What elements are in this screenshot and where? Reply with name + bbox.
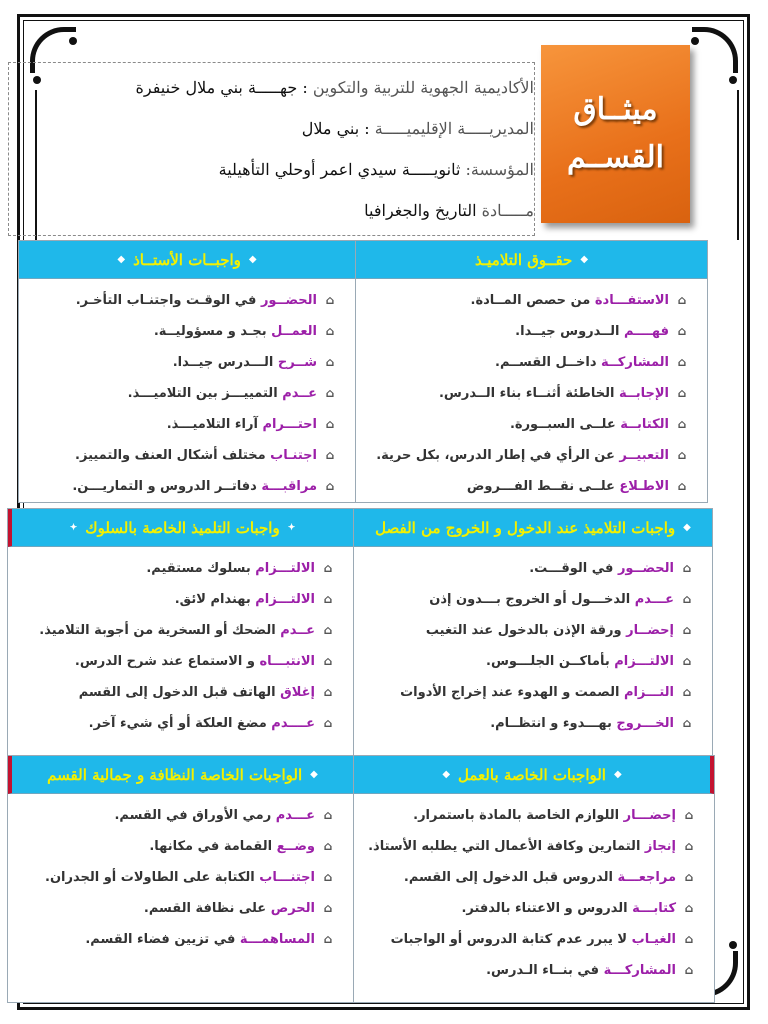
list-item — [471, 289, 690, 311]
school-building-icon: ⌂ — [684, 963, 694, 977]
school-building-icon: ⌂ — [325, 448, 335, 462]
school-building-icon: ⌂ — [325, 479, 335, 493]
item-keyword: الالتـــزام — [255, 591, 315, 607]
school-building-icon: ⌂ — [677, 293, 687, 307]
item-keyword: عــدم — [282, 385, 317, 401]
school-building-icon: ⌂ — [677, 386, 687, 400]
item-text — [510, 417, 669, 432]
item-text — [79, 685, 315, 700]
list-item — [75, 444, 337, 466]
item-description: دفاتــر الدروس و التماريـــن. — [72, 478, 262, 494]
list-item — [461, 897, 696, 919]
list-item — [404, 866, 696, 888]
header-academy: الأكاديمية الجهوية للتربية والتكوين : جهـــــة بني ملال خنيفرة — [135, 78, 534, 97]
diamond-icon: ◆ — [683, 522, 691, 533]
list-item — [486, 959, 696, 981]
item-description: الضحك أو السخرية من أجوبة التلاميذ. — [39, 622, 281, 638]
item-description: آراء التلاميـــذ. — [166, 416, 263, 432]
item-text — [486, 963, 676, 978]
item-description: بهـــدوء و انتظــام. — [490, 715, 617, 731]
item-text — [144, 901, 315, 916]
item-description: الهاتف قبل الدخول إلى القسم — [78, 684, 281, 700]
school-building-icon: ⌂ — [684, 932, 694, 946]
diamond-icon: ◆ — [248, 254, 257, 265]
item-description: التمارين وكافة الأعمال التي يطلبه الأستاذ. — [368, 838, 645, 854]
list-item — [426, 619, 694, 641]
item-keyword: إغلاق — [280, 684, 315, 700]
item-text — [439, 386, 669, 401]
item-keyword: الكتابــة — [620, 416, 669, 432]
school-building-icon: ⌂ — [684, 870, 694, 884]
item-text — [376, 448, 669, 463]
item-description: الدروس و الاعتناء بالدفتر. — [461, 900, 633, 916]
list-item — [72, 475, 337, 497]
item-keyword: الحضــور — [260, 292, 317, 308]
section-teacher-duties — [18, 240, 356, 503]
item-text — [149, 839, 315, 854]
list-item — [128, 382, 337, 404]
item-keyword: المساهمـــة — [239, 931, 315, 947]
school-building-icon: ⌂ — [323, 901, 333, 915]
section-title: ◆ الواجبات الخاصة النظافة و جمالية القسم — [8, 756, 353, 794]
item-description: اللوازم الخاصة بالمادة باستمرار. — [413, 807, 624, 823]
item-text — [114, 808, 315, 823]
item-text — [515, 324, 669, 339]
school-building-icon: ⌂ — [325, 355, 335, 369]
school-building-icon: ⌂ — [323, 932, 333, 946]
section-title: ◆ حقــوق التلاميـذ — [356, 241, 707, 279]
item-text — [391, 932, 676, 947]
item-text — [467, 479, 669, 494]
section-title: ✦ واجبات التلميذ الخاصة بالسلوك ✦ — [8, 509, 353, 547]
item-text — [495, 355, 669, 370]
item-keyword: الخـــروج — [616, 715, 674, 731]
item-text — [429, 592, 674, 607]
section-behavior-duties — [7, 508, 354, 758]
item-description: في الوقـت واجتنـاب التأخـر. — [75, 292, 261, 308]
header-directorate: المديريـــــة الإقليميـــــة : بني ملال — [301, 119, 534, 138]
item-description: بسلوك مستقيم. — [146, 560, 256, 576]
list-item — [175, 588, 335, 610]
item-description: في بنــاء الـدرس. — [486, 962, 604, 978]
school-building-icon: ⌂ — [682, 716, 692, 730]
item-description: الــدروس جيــدا. — [515, 323, 624, 339]
school-building-icon: ⌂ — [682, 623, 692, 637]
item-keyword: إنجاز — [644, 838, 676, 854]
school-building-icon: ⌂ — [323, 685, 333, 699]
item-text — [39, 623, 315, 638]
list-item — [467, 475, 689, 497]
item-text — [89, 716, 315, 731]
item-keyword: الإجابــة — [618, 385, 669, 401]
item-keyword: الالتـــزام — [614, 653, 674, 669]
item-text — [173, 355, 317, 370]
school-building-icon: ⌂ — [323, 716, 333, 730]
list-item — [486, 650, 694, 672]
corner-dot-icon — [729, 941, 737, 949]
section-title: ◆ واجبات التلاميذ عند الدخول و الخروج من الفصل — [354, 509, 712, 547]
item-keyword: المشاركــة — [601, 354, 669, 370]
list-item — [75, 650, 335, 672]
item-text — [175, 592, 315, 607]
list-item — [429, 588, 694, 610]
school-building-icon: ⌂ — [684, 901, 694, 915]
item-description: من حصص المــادة. — [470, 292, 595, 308]
school-building-icon: ⌂ — [325, 417, 335, 431]
item-description: عن الرأي في إطار الدرس، بكل حرية. — [376, 447, 620, 463]
item-text — [486, 654, 674, 669]
item-keyword: اجتنـاب — [270, 447, 317, 463]
header-school: المؤسسة: ثانويـــــة سيدي اعمر أوحلي التأهيلية — [218, 160, 534, 179]
item-description: التمييـــز بين التلاميـــذ. — [127, 385, 283, 401]
school-building-icon: ⌂ — [325, 324, 335, 338]
section-title: ◆ الواجبات الخاصة بالعمل ◆ — [354, 756, 714, 794]
item-description: رمي الأوراق في القسم. — [114, 807, 276, 823]
school-building-icon: ⌂ — [323, 654, 333, 668]
item-description: مختلف أشكال العنف والتمييز. — [75, 447, 271, 463]
item-description: في الوقـــت. — [529, 560, 618, 576]
list-item — [89, 712, 335, 734]
item-text — [85, 932, 315, 947]
item-keyword: إحضــار — [626, 622, 674, 638]
item-text — [368, 839, 676, 854]
list-item — [173, 351, 337, 373]
list-item — [144, 897, 335, 919]
item-keyword: التعبيــر — [619, 447, 669, 463]
item-keyword: فهــــم — [623, 323, 669, 339]
star-icon: ✦ — [69, 522, 78, 533]
list-item — [45, 866, 335, 888]
item-keyword: الاستفـــادة — [594, 292, 669, 308]
corner-dot-icon — [729, 76, 737, 84]
list-item — [114, 804, 335, 826]
item-description: الخاطئة أثنــاء بناء الــدرس. — [438, 385, 619, 401]
item-keyword: التـــزام — [623, 684, 674, 700]
corner-dot-icon — [69, 37, 77, 45]
school-building-icon: ⌂ — [325, 293, 335, 307]
item-description: القمامة في مكانها. — [149, 838, 277, 854]
item-description: و الاستماع عند شرح الدرس. — [74, 653, 260, 669]
item-keyword: عـــدم — [275, 807, 315, 823]
diamond-icon: ◆ — [310, 769, 318, 780]
section-student-rights — [355, 240, 708, 503]
item-keyword: عــــدم — [271, 715, 315, 731]
list-item — [400, 681, 694, 703]
item-text — [75, 448, 317, 463]
item-description: الدخـــول أو الخروج بـــدون إذن — [429, 591, 635, 607]
item-text — [413, 808, 676, 823]
item-keyword: كتابـــة — [632, 900, 676, 916]
item-description: بهندام لائق. — [174, 591, 256, 607]
item-keyword: عــدم — [280, 622, 315, 638]
section-entry-exit-duties — [353, 508, 713, 758]
section-work-duties — [353, 755, 715, 1003]
item-text — [75, 654, 315, 669]
corner-dot-icon — [691, 37, 699, 45]
item-description: الكتابة على الطاولات أو الجدران. — [45, 869, 260, 885]
item-keyword: الانتبـــاه — [259, 653, 315, 669]
school-building-icon: ⌂ — [677, 448, 687, 462]
school-building-icon: ⌂ — [323, 870, 333, 884]
item-text — [461, 901, 676, 916]
item-description: ورقة الإذن بالدخول عند التغيب — [425, 622, 627, 638]
list-item — [413, 804, 696, 826]
item-text — [154, 324, 317, 339]
item-text — [146, 561, 315, 576]
school-building-icon: ⌂ — [323, 561, 333, 575]
list-item — [149, 835, 335, 857]
list-item — [146, 557, 335, 579]
school-building-icon: ⌂ — [677, 417, 687, 431]
list-item — [85, 928, 335, 950]
item-text — [426, 623, 674, 638]
item-description: علــى السبــورة. — [509, 416, 621, 432]
frame-rule-right — [737, 90, 739, 240]
list-item — [376, 444, 689, 466]
item-keyword: احتـــرام — [262, 416, 317, 432]
school-building-icon: ⌂ — [323, 592, 333, 606]
school-building-icon: ⌂ — [684, 839, 694, 853]
item-text — [167, 417, 317, 432]
list-item — [76, 289, 337, 311]
list-item — [510, 413, 689, 435]
school-building-icon: ⌂ — [682, 685, 692, 699]
list-item — [439, 382, 689, 404]
school-building-icon: ⌂ — [682, 654, 692, 668]
school-building-icon: ⌂ — [323, 623, 333, 637]
list-item — [495, 351, 689, 373]
item-keyword: إحضـــار — [623, 807, 676, 823]
item-keyword: العمــل — [271, 323, 317, 339]
school-building-icon: ⌂ — [682, 592, 692, 606]
header-subject: مـــــادة التاريخ والجغرافيا — [364, 201, 534, 220]
star-icon: ✦ — [287, 522, 296, 533]
diamond-icon: ◆ — [580, 254, 589, 265]
list-item — [39, 619, 335, 641]
class-charter-badge: ميثــاق القســم — [541, 45, 690, 223]
item-text — [529, 561, 674, 576]
item-keyword: وضــع — [276, 838, 315, 854]
item-keyword: مراقبـــة — [261, 478, 317, 494]
item-description: مضغ العلكة أو أي شيء آخر. — [88, 715, 272, 731]
school-building-icon: ⌂ — [325, 386, 335, 400]
list-item — [79, 681, 335, 703]
school-building-icon: ⌂ — [682, 561, 692, 575]
item-description: لا يبرر عدم كتابة الدروس أو الواجبات — [390, 931, 632, 947]
item-text — [404, 870, 676, 885]
item-description: الصمت و الهدوء عند إخراج الأدوات — [400, 684, 624, 700]
item-description: الـــدرس جيــدا. — [172, 354, 278, 370]
item-text — [76, 293, 317, 308]
item-text — [45, 870, 315, 885]
item-keyword: الالتـــزام — [255, 560, 315, 576]
school-building-icon: ⌂ — [677, 324, 687, 338]
item-keyword: المشاركـــة — [603, 962, 676, 978]
item-keyword: شــرح — [277, 354, 317, 370]
item-description: الدروس قبل الدخول إلى القسم. — [403, 869, 618, 885]
diamond-icon: ◆ — [613, 769, 622, 780]
diamond-icon: ◆ — [442, 769, 451, 780]
item-text — [471, 293, 670, 308]
item-keyword: عـــدم — [634, 591, 674, 607]
item-text — [72, 479, 317, 494]
item-keyword: الحرص — [270, 900, 315, 916]
item-keyword: الغيـاب — [631, 931, 676, 947]
list-item — [515, 320, 689, 342]
list-item — [391, 928, 696, 950]
school-building-icon: ⌂ — [677, 479, 687, 493]
school-building-icon: ⌂ — [323, 808, 333, 822]
item-text — [400, 685, 674, 700]
item-description: بأماكــن الجلـــوس. — [486, 653, 615, 669]
item-description: على نظافة القسم. — [143, 900, 271, 916]
section-title: ◆ واجبــات الأستــاذ ◆ — [19, 241, 355, 279]
school-building-icon: ⌂ — [677, 355, 687, 369]
list-item — [368, 835, 696, 857]
item-keyword: مراجعـــة — [617, 869, 676, 885]
list-item — [490, 712, 694, 734]
school-building-icon: ⌂ — [684, 808, 694, 822]
item-text — [490, 716, 674, 731]
school-building-icon: ⌂ — [323, 839, 333, 853]
diamond-icon: ◆ — [117, 254, 126, 265]
list-item — [154, 320, 337, 342]
item-description: في تزيين فضاء القسم. — [85, 931, 240, 947]
item-keyword: اجتنـــاب — [259, 869, 315, 885]
list-item — [529, 557, 694, 579]
item-description: بجـد و مسؤوليــة. — [153, 323, 272, 339]
item-keyword: الاطـلاع — [619, 478, 669, 494]
item-description: علــى نقــط الفـــروض — [466, 478, 620, 494]
list-item — [167, 413, 337, 435]
item-text — [128, 386, 317, 401]
section-cleanliness-duties — [7, 755, 354, 1003]
item-keyword: الحضــور — [617, 560, 674, 576]
item-description: داخــل القســم. — [495, 354, 602, 370]
